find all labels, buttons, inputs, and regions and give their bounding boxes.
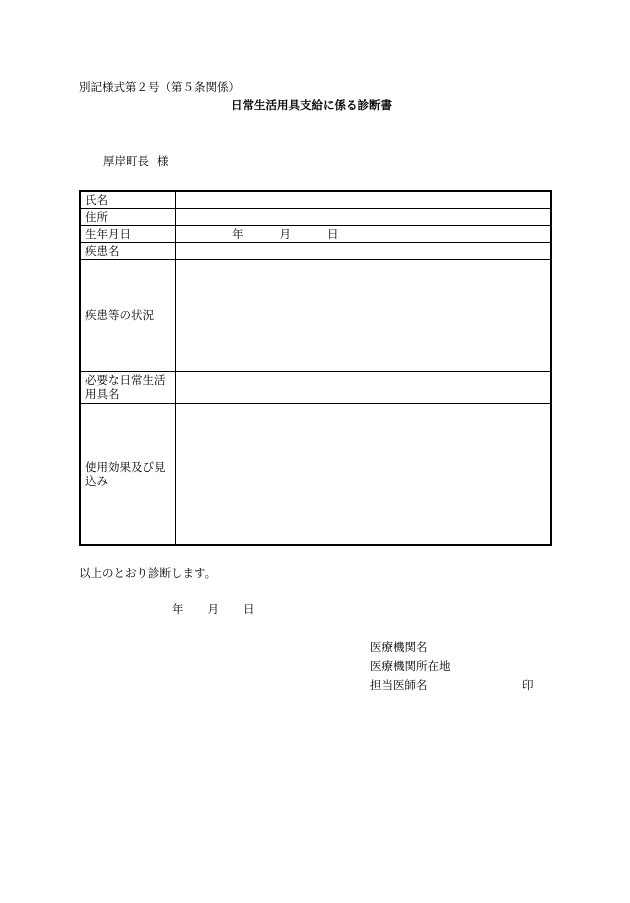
condition-field[interactable]: [176, 259, 552, 371]
date-year-unit: 年: [172, 602, 184, 616]
table-row-address: [80, 208, 551, 225]
date-month-unit: 月: [207, 602, 219, 616]
institution-address-label: 医療機関所在地: [370, 659, 451, 673]
dob-year-unit: 年: [232, 226, 244, 241]
address-label: 住所: [80, 208, 176, 225]
form-number: 別記様式第２号（第５条関係）: [79, 80, 240, 94]
addressee: [103, 156, 169, 168]
dob-label: 生年月日: [80, 225, 176, 242]
table-row-effect: [80, 403, 551, 545]
address-field[interactable]: [176, 208, 552, 225]
effect-field[interactable]: [176, 403, 552, 545]
doctor-name-label: 担当医師名: [370, 678, 428, 692]
dob-month-unit: 月: [279, 226, 291, 241]
closing-text: 以上のとおり診断します。: [79, 566, 217, 580]
seal-mark: 印: [522, 678, 534, 692]
dob-field[interactable]: [176, 225, 552, 242]
diagnosis-date: [172, 604, 255, 616]
table-row-device: [80, 371, 551, 403]
table-row-dob: [80, 225, 551, 242]
table-row-name: [80, 191, 551, 208]
addressee-name: 厚岸町長: [103, 154, 149, 168]
disease-label: 疾患名: [80, 242, 176, 259]
device-field[interactable]: [176, 371, 552, 403]
disease-field[interactable]: [176, 242, 552, 259]
dob-day-unit: 日: [327, 226, 339, 241]
date-day-unit: 日: [243, 602, 255, 616]
institution-name-label: 医療機関名: [370, 640, 428, 654]
condition-label: 疾患等の状況: [80, 259, 176, 371]
table-row-condition: [80, 259, 551, 371]
name-field[interactable]: [176, 191, 552, 208]
document-title: 日常生活用具支給に係る診断書: [231, 98, 392, 112]
name-label: 氏名: [80, 191, 176, 208]
addressee-honorific: 様: [157, 154, 169, 168]
diagnosis-form-table: [79, 190, 552, 546]
table-row-disease: [80, 242, 551, 259]
effect-label: 使用効果及び見込み: [80, 403, 176, 545]
device-label: 必要な日常生活用具名: [80, 371, 176, 403]
